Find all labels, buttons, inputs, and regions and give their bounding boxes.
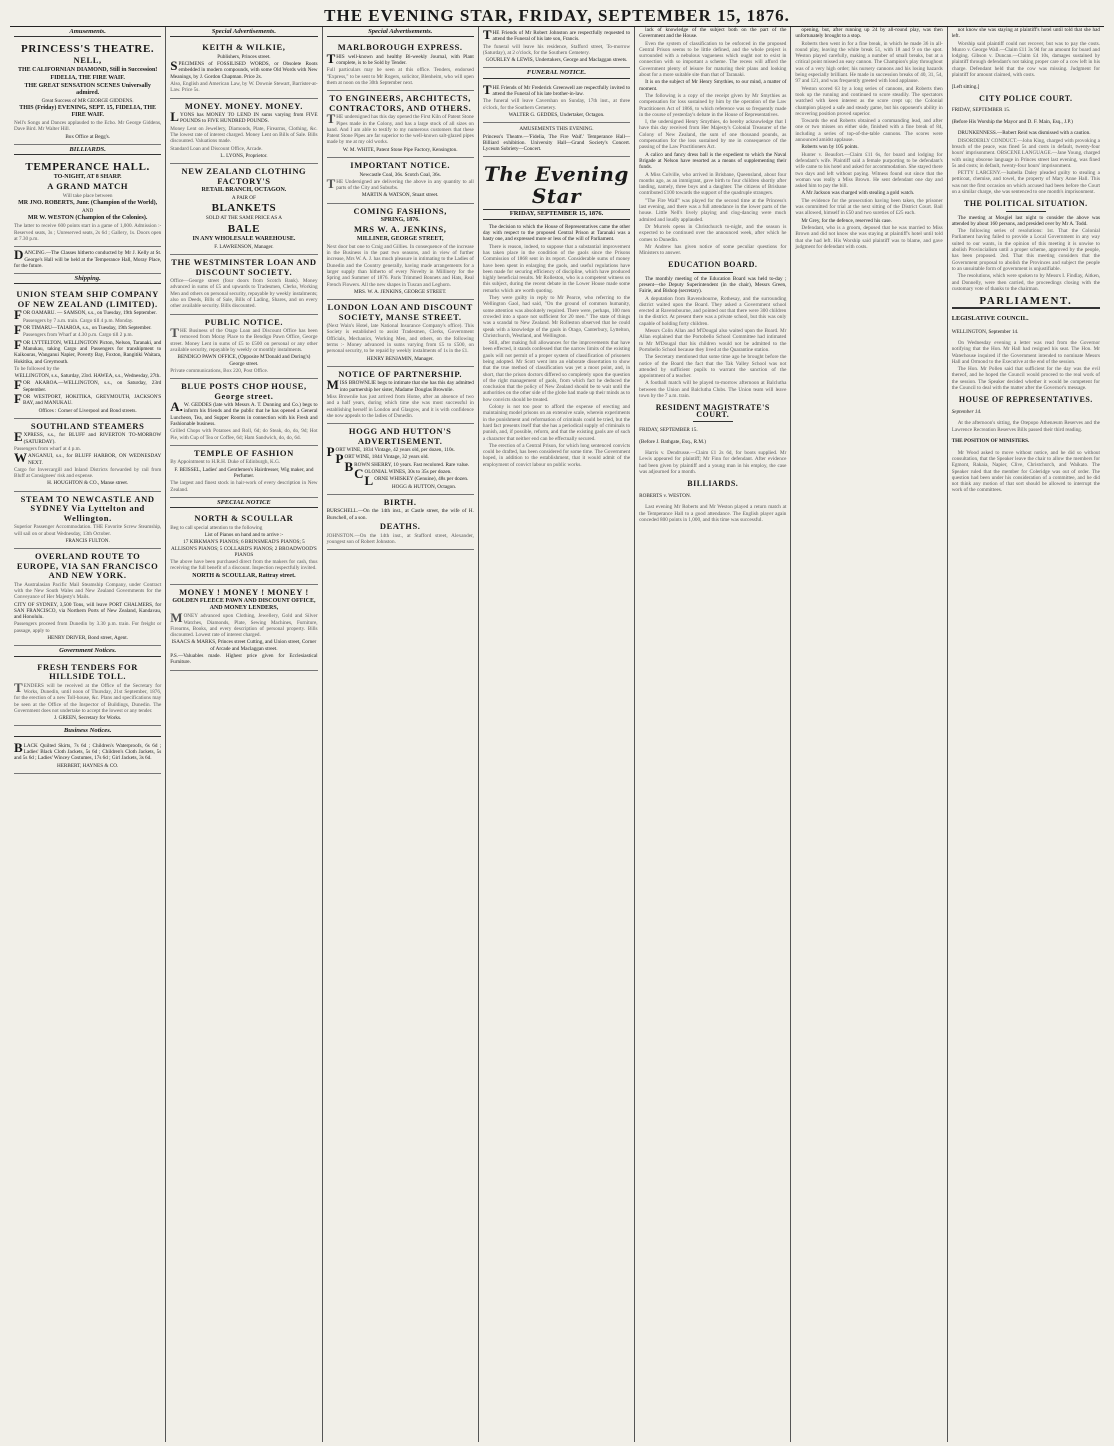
article-paragraph: It is on the subject of Mr Henry Smythies, to our mind, a matter of moment.	[639, 79, 787, 92]
ad-text: P.S.—Valuables made. Highest price given for Ecclesiastical Furniture.	[170, 653, 318, 666]
princess-theatre-ad: PRINCESS'S THEATRE. NELL, THE CALIFORNIAN DIAMOND, Still in Succession! FIDELIA, THE FIRE WAIF. THE GREAT SENSATION SCENES Universally admired. Great Success of MR GEORGE GIDDENS. THIS (Friday) EVENING, SEPT. 15, FIDELIA, THE FIRE WAIF. Nell's Songs and Dances applauded to the Echo. Mr George Giddens, Dave Bird. Mr Walter Hill. Box Office at Begg's.	[14, 40, 161, 145]
ad-line: MR W. WESTON (Champion of the Colonies).	[27, 215, 148, 222]
southland-ad: SOUTHLAND STEAMERS EXPRESS, s.s., for BLUFF and RIVERTON TO-MORROW (SATURDAY). Passengers from wharf at 4 p.m. WANGANUI, s.s., for BLUFF HARBOR, ON WEDNESDAY NEXT. Cargo for Invercargill and Inland Districts forwarded by rail from Bluff at Consignees' risk and expense. H. HOUGHTON & CO., Manse street.	[14, 419, 161, 492]
leader-paragraph: The decision to which the House of Representatives came the other day with respect to the proposed Central Prison at Taranaki was a hasty one, and expressed more or less of the will of Parliament.	[482, 223, 631, 243]
ad-line: AND	[82, 208, 94, 215]
ad-line: SOLD AT THE SAME PRICE AS A	[205, 215, 283, 222]
lyons-ad: MONEY. MONEY. MONEY. LYONS has MONEY TO LEND IN sums varying from FIVE POUNDS to FIVE HUNDRED POUNDS. Money Lent on Jewellery, Diamonds, Plate, Firearms, Clothing, &c. The lowest rate of interest charged. Money Lent on Bills of Sale. Bills discounted. Valuations made. Standard Loan and Discount Office, Arcade. L. LYONS, Proprietor.	[170, 99, 317, 165]
ad-title: THE WESTMINSTER LOAN AND DISCOUNT SOCIETY.	[171, 257, 317, 277]
ad-line: AMUSEMENTS THIS EVENING.	[519, 126, 594, 133]
ad-title: NEW ZEALAND CLOTHING FACTORY'S	[181, 166, 307, 186]
divider	[693, 272, 733, 273]
parliament-heading: PARLIAMENT.	[979, 295, 1073, 308]
ad-line: MRS. W. A. JENKINS, GEORGE STREET.	[353, 288, 447, 295]
ad-line: MR JNO. ROBERTS, Junr. (Champion of the World),	[18, 200, 158, 207]
section-business: Business Notices.	[14, 728, 161, 736]
resident-court-heading: RESIDENT MAGISTRATE'S COURT.	[655, 403, 770, 419]
ad-line: W. M. WHITE, Patent Stone Pipe Factory, Kensington.	[342, 146, 458, 153]
ad-line: THE CALIFORNIAN DIAMOND, Still in Succession!	[17, 66, 158, 73]
ministers-heading: THE POSITION OF MINISTERS.	[951, 438, 1030, 445]
masthead-title: THE EVENING STAR, FRIDAY, SEPTEMBER 15, 1876.	[324, 6, 790, 25]
leg-date: WELLINGTON, September 14.	[951, 328, 1019, 335]
ad-text: CITY OF SYDNEY, 3,500 Tons, will leave PORT CHALMERS, for SAN FRANCISCO, via Northern Ports of New Zealand, Kandavau, and Honolulu.	[14, 601, 162, 621]
tenders-ad: FRESH TENDERS FOR HILLSIDE TOLL. TENDERS will be received at the Office of the Secretary for Works, Dunedin, until noon of Thursday, 21st September, 1876, for the erection of a new Toll-house, &c. Plans and specifications may be seen at the Office of the Inspector of Buildings, Dunedin. The Government does not undertake to accept the lowest or any tender. J. GREEN, Secretary for Works.	[14, 660, 161, 727]
keith-wilkie-ad: KEITH & WILKIE, Publishers, Princes street. SPECIMENS of FOSSILISED WORDS, or Obsolete Roots embedded in modern compounds, with some Old Words with New Meanings, by J. Gordon Chapman. Price 2s. Also, English and American Law, by W. Downie Stewart, Barrister-at-Law. Price 5s.	[170, 40, 317, 98]
left-sitting: [Left sitting.]	[951, 83, 980, 90]
section-amusements: Amusements.	[14, 29, 161, 37]
divider	[693, 421, 733, 422]
ad-line: A PAIR OF	[231, 195, 256, 202]
section-special: Special Advertisements.	[170, 29, 317, 37]
ad-text: PORT WINE, 1844 Vintage, 32 years old.	[335, 451, 429, 467]
ad-text: DANCING.—The Classes hitherto conducted by Mr J. Kelly at St. George's Hall will be held at the Temperance Hall, Moray Place, for the future.	[14, 247, 162, 269]
column-1	[10, 27, 166, 1442]
section-billiards: BILLIARDS.	[14, 147, 161, 155]
important-notice-ad: IMPORTANT NOTICE. Newcastle Coal, 36s. Scotch Coal, 36s. THE Undersigned are delivering the above in any quantity to all parts of the City and Suburbs. MARTIN & WATSON, Stuart street.	[327, 158, 474, 204]
ad-line: F. LAWRENSON, Manager.	[214, 243, 274, 250]
ad-text: THIS well-known and healthy Bi-weekly Journal, with Plant complete, is to be Sold by Tender.	[326, 50, 474, 67]
court-date: FRIDAY, SEPTEMBER 15.	[951, 107, 1011, 114]
article-paragraph: Roberts won by 105 points.	[801, 144, 859, 151]
ad-line: ISAACS & MARKS, Princes street Cutting, and Union street, Corner of Arcade and Maclaggan street.	[171, 639, 317, 652]
article-paragraph: opening, but, after running up 24 by all-round play, was then unfortunately brought to a stop.	[795, 27, 943, 40]
temperance-ad: TEMPERANCE HALL. TO-NIGHT, AT 8 SHARP. A GRAND MATCH Will take place between MR JNO. ROBERTS, Junr. (Champion of the World), AND MR W. WESTON (Champion of the Colonies). The latter to receive 600 points start in a game of 1,000. Admission :- Reserved seats, 3s ; Unreserved seats, 2s 6d ; Gallery, 1s. Doors open at 7.30 p.m.	[14, 158, 161, 247]
column-6: opening, but, after running up 24 by all-round play, was then unfortunately brought to a stop. Roberts then went in for a fine break, in which he made 36 in all-round play, leaving the white break 51, with 18 and 9 on the spot. Weston played carefully, making a number of small breaks, but at a critical point missed an easy cannon. The Champion's play throughout was of a very high order; his nursery cannons and his losing hazards being especially brilliant. He made in succession breaks of 40, 31, 54, 97 and 121, and was frequently greeted with loud applause. Weston scored 63 by a long series of cannons, and Roberts then took up the running and continued to score steadily. The spectators watched with keen interest as the score crept up; the Colonial champion played a safe and steady game, but his opponent's ability in recovering position proved superior. Towards the end Roberts obtained a commanding lead, and after one or two misses on either side, finished with a fine break of 84, including a series of top-of-the-table cannons. The scores were announced amidst applause. Roberts won by 105 points. Hunter v. Beaufort.—Claim £11 6s, for board and lodging for defendant's wife. Plaintiff said a female purporting to be defendant's wife came to his hotel and asked for accommodation. She stayed there two days and left without paying. Witness found out since that the woman was really a Miss Brown. He sent defendant one day and asked him to pay the bill. A Mr Jackson was charged with stealing a gold watch. The evidence for the prosecution having been taken, the prisoner was committed for trial at the next sitting of the District Court. Bail was allowed, himself in £50 and two sureties of £25 each. Mr Grey, for the defence, reserved his case. Defendant, who is a groom, deposed that he was married to Miss Brown and did not know she was staying at plaintiff's hotel until told that she had left. His Worship said plaintiff was to blame, and gave judgment for defendant with costs.	[791, 27, 947, 1442]
court-before: (Before His Worship the Mayor and D. F. Main, Esq., J.P.)	[951, 118, 1073, 125]
ad-line: L. LYONS, Proprietor.	[220, 152, 268, 159]
ad-text: FOR LYTTELTON, WELLINGTON Picton, Nelson, Taranaki, and Manukau, taking Cargo and Passengers for transhipment to Kaikouras, Wanganui Napier, Poverty Bay, Foxton, Rangitiki Waitara, Hokitika, and Greymouth.	[14, 336, 162, 365]
ad-text: THE Friends of Mr Robert Johnston are respectfully requested to attend the Funeral of his late son, Francis.	[482, 27, 631, 43]
ad-line: 17 KIRKMAN'S PIANOS; 6 BRINSMEAD'S PIANOS; 5 ALLISON'S PIANOS; 5 COLLARD'S PIANOS; 2 BROADWOOD'S PIANOS	[171, 539, 317, 558]
ad-line: F. BEISSEL, Ladies' and Gentlemen's Hairdresser, Wig maker, and Perfumer.	[174, 466, 314, 479]
blue-posts-ad: BLUE POSTS CHOP HOUSE, George street. A.W. GEDDES (late with Messrs A. T. Dunning and Co.) begs to inform his friends and the public that he has opened a General Luncheon, Tea, and Supper Rooms in connection with his Fresh and Fashionable business. Grilled Chops with Potatoes and Roll, 6d; do Steak, do, do, 9d; Hot Pie, with Cup of Tea or Coffee, 6d; Ham Sandwich, do, do, 6d.	[170, 379, 317, 446]
hogg-hutton-ad	[327, 424, 474, 495]
ad-line: J. GREEN, Secretary for Works.	[53, 715, 122, 722]
ad-line: WALTER G. GEDDES, Undertaker, Octagon.	[508, 111, 605, 118]
ad-line: Box Office at Begg's.	[65, 133, 110, 140]
ad-text: MISS BROWNLIE begs to intimate that she has this day admitted into partnership her sister, Madame Douglas Brownlie.	[326, 377, 474, 393]
column-5: lack of knowledge of the subject both on the part of the Government and the House. Even the system of classification to be enforced in the proposed Central Prison seems to be little defined, and the whole project is surrounded with a nebulous vagueness which ought not to exist in connection with so important a scheme. The recess will afford the Government plenty of leisure for maturing their plans and looking about for a more suitable site than that of Taranaki. It is on the subject of Mr Henry Smythies, to our mind, a matter of moment. The following is a copy of the receipt given by Mr Smythies as compensation for loss sustained by him by the operation of the Law Practitioners Act of 1866, to which reference was so frequently made in the course of yesterday's debate in the House of Representatives. I, the undersigned Henry Smythies, do hereby acknowledge that I have this day received from Her Majesty's Colonial Treasurer of the Colony of New Zealand, the sum of one thousand pounds, as compensation for the loss sustained by me in consequence of the passing of the Law Practitioners Act. A calico and fancy dress ball is the expedient to which the Naval Brigade at Nelson have resorted as a means of supplementing their funds. A Miss Colville, who arrived in Brisbane, Queensland, about four months ago, as an immigrant, gave birth to four children shortly after landing, namely, three boys and a daughter. The citizens of Brisbane contributed £100 towards the support of the quadruple strangers. "The Fire Waif" was played for the second time at the Princess's last evening, and there was a full attendance in the lower parts of the house. Little Nell's lively playing and clog-dancing were much admired and loudly applauded. Dr Murrels opens in Christchurch to-night, and the season is expected to be continued over the announced week, after which he comes to Dunedin. Mr Andrew has given notice of some peculiar questions for Ministers to answer. EDUCATION BOARD. The monthly meeting of the Education Board was held to-day ; present—the Deputy Superintendent (in the chair), Messrs Green, Fairie, and Bishop (secretary). A deputation from Ravensbourne, Rothesay, and the surrounding district waited upon the Board. They asked a Government school erected at Ravensbourne, and pointed out that there were 300 children in the district. At present there was a private school, but this was only capable of holding forty children. Messrs Colin Allan and M'Dougal also waited upon the Board. Mr Allan explained that the Portobello School Committee had intimated to Mr M'Dougal that his children would not be admitted to the Portobello School because they lived at the Quarantine station. The Secretary mentioned that some time ago he brought before the notice of the Board the fact that the Tak Valley School was not attended by sufficient pupils to warrant the sanction of the appointment of a teacher. A football match will be played to-morrow afternoon at Balclutha between the Union and Balclutha Clubs. The Union team will leave town by the 7 a.m. train. RESIDENT MAGISTRATE'S COURT. FRIDAY, SEPTEMBER 15. (Before J. Bathgate, Esq., R.M.) Harris v. Dendrusse.—Claim £1 2s 6d, for boots supplied. Mr Lewis appeared for plaintiff; Mr Finn for defendant. After evidence had been given by plaintiff and a young man in his employ, the case was adjourned for a month. BILLIARDS. ROBERTS v. WESTON. Last evening Mr Roberts and Mr Weston played a return match at the Temperance Hall to a good attendance. The English player again conceded 800 points in 1,000, and this time was successful.	[635, 27, 791, 1442]
fashions-ad: COMING FASHIONS, SPRING, 1876. MRS W. A. JENKINS, MILLINER, GEORGE STREET, Next door but one to Craig and Gillies. In consequence of the increase in the Business in the past two seasons, and in view of further increase, Mrs W. A. J. has much pleasure in intimating to the Ladies of Dunedin and the Country generally, having made arrangements for a larger supply than hitherto of every Novelty in Millinery for the Spring and Summer of 1876. Paris Trimmed Bonnets and Hats, Real French Flowers. All the new shapes in Tuscan and Leghorn. MRS. W. A. JENKINS, GEORGE STREET.	[327, 204, 474, 300]
divider	[1006, 211, 1046, 212]
ad-title: OVERLAND ROUTE TO EUROPE, VIA SAN FRANCISCO AND NEW YORK.	[16, 551, 159, 581]
ad-text: Princess's Theatre.—'Fidelia, The Fire Waif.' Temperance Hall—Billiard exhibition. University Hall—Grand Society's Concert. Lyceum Sobriety—Concert.	[482, 133, 631, 153]
golden-fleece-ad: MONEY ! MONEY ! MONEY ! GOLDEN FLEECE PAWN AND DISCOUNT OFFICE, AND MONEY LENDERS, MONEY advanced upon Clothing, Jewellery, Gold and Silver Watches, Diamonds, Plate, Sewing Machines, Furniture, Firearms, Books, and every description of personal property. Bills discounted. Lowest rate of interest charged. ISAACS & MARKS, Princes street Cutting, and Union street, Corner of Arcade and Maclaggan street. P.S.—Valuables made. Highest price given for Ecclesiastical Furniture.	[170, 585, 317, 671]
ad-line: IN ANY WHOLESALE WAREHOUSE.	[192, 235, 296, 242]
ad-title: DEATHS.	[379, 521, 421, 532]
ad-line: Great Success of MR GEORGE GIDDENS.	[41, 97, 134, 104]
ad-title: MONEY. MONEY. MONEY.	[184, 100, 303, 111]
ad-heading: BALE	[227, 222, 261, 235]
ad-text: COLONIAL WINES, 30s to 35s per dozen.	[354, 466, 452, 482]
temple-fashion-ad: TEMPLE OF FASHION By Appointment to H.R.H. Duke of Edinburgh, K.G. F. BEISSEL, Ladies' and Gentlemen's Hairdresser, Wig maker, and Perfumer. The largest and finest stock in hair-work of every description in New Zealand.	[170, 446, 317, 498]
ad-line: Publishers, Princes street.	[217, 53, 271, 60]
ad-title: PRINCESS'S THEATRE.	[21, 43, 155, 56]
ad-line: MARTIN & WATSON, Stuart street.	[361, 192, 439, 199]
section-shipping: Shipping.	[14, 276, 161, 284]
section-government: Government Notices.	[14, 648, 161, 656]
partnership-ad: NOTICE OF PARTNERSHIP. MISS BROWNLIE begs to intimate that she has this day admitted into partnership her sister, Madame Douglas Brownlie. Miss Brownlie has just arrived from Home, after an absence of two and a half years, during which time she was most successful in establishing herself in London and Glasgow, and it is with confidence she now appeals to the ladies of Dunedin.	[327, 367, 474, 424]
overland-ad: OVERLAND ROUTE TO EUROPE, VIA SAN FRANCISCO AND NEW YORK. The Australasian Pacific Mail Steamship Company, under Contract with the New South Wales and New Zealand Governments for the Conveyance of Her Majesty's Mails. CITY OF SYDNEY, 3,500 Tons, will leave PORT CHALMERS, for SAN FRANCISCO, via Northern Ports of New Zealand, Kandavau, and Honolulu. Passengers proceed from Dunedin by 3.30 p.m. train. For freight or passage, apply to HENRY DRIVER, Bond street, Agent.	[14, 549, 161, 646]
ad-title: KEITH & WILKIE,	[202, 42, 286, 53]
article-paragraph: not know she was staying at plaintiff's hotel until told that she had left.	[951, 27, 1100, 40]
section-special-notice: SPECIAL NOTICE	[170, 500, 317, 508]
column-4: THE Friends of Mr Robert Johnston are respectfully requested to attend the Funeral of his late son, Francis. The funeral will leave his residence, Stafford street, To-morrow (Saturday), at 2 o'clock, for the Southern Cemetery. GOURLEY & LEWIS, Undertakers, George and Maclaggan streets. FUNERAL NOTICE. THE Friends of Mr Frederick Greenwell are respectfully invited to attend the Funeral of his late brother-in-law. The funeral will leave Cavershan on Sunday, 17th inst., at three o'clock, for the Southern Cemetery. WALTER G. GEDDES, Undertaker, Octagon. AMUSEMENTS THIS EVENING. Princess's Theatre.—'Fidelia, The Fire Waif.' Temperance Hall—Billiard exhibition. University Hall—Grand Society's Concert. Lyceum Sobriety—Concert. The Evening Star FRIDAY, SEPTEMBER 15, 1876. The decision to which the House of Representatives came the other day with respect to the proposed Central Prison at Taranaki was a hasty one, and expressed more or less of the will of Parliament. There is reason, indeed, to suppose that a substantial improvement has taken place in the condition of the gaols since the Prisons Commission of 1868 sent in its report. Considerable sums of money have been spent in enlarging the gaols, and useful regulations have been made for securing efficiency of discipline, which have produced highly beneficial results. Mr Rolleston, who is a competent witness on this subject, during the recent debate in the Lower House made some remarks which are worth quoting. They were guilty in reply to Mr Pearce, who referring to the Wellington Gaol, had said, "On the ground of common humanity, some attention was absolutely required. There were, perhaps, 100 men crowded into a space not sufficient for 20 men." The state of things was a scandal to New Zealand. Mr Rolleston observed that he could speak with a knowledge of the gaols in Otago, Canterbury, Lyttelton, Christchurch, Westland, and Wellington. Still, after making full allowances for the improvements that have been effected, it stands confessed that the narrow limits of the existing gaols will not permit of a proper system of classification of prisoners being adopted. Mr Scott went into an elaborate dissertation to show that the true method of classification was yet a moot point, and, in short, that the prison doctors differed so completely upon the question of the right management of gaols, from which fact he deduced the conclusion that the policy of New Zealand should be to wait until the authorities on the other side of the globe had made up their minds as to how convicts should be treated. Colony is not too poor to afford the expense of erecting and maintaining model prisons on an extensive scale, wherein experiments in the punishment and reformation of criminals could be tried, but the hard fact presents itself that she has a periodical supply of criminals to punish, and, if possible, reform, and that the existing gaols are of such a character that neither end can be effectually secured. The erection of a Central Prison, for which long sentenced convicts could be drafted, has been considered for some time. The Government hoped, in addition to the establishment, that it would admit of the employment of convict labour on public works.	[479, 27, 635, 1442]
ad-line: TO-NIGHT, AT 8 SHARP.	[53, 174, 122, 181]
ad-text: BLACK Quilted Skirts, 7s 6d ; Children's Waterproofs, 6s 6d ; Ladies' Black Cloth Jackets, 5s 6d ; Children's Cloth Jackets, 5s and 5s 6d ; Ladies' Wincey Costumes, 17s 6d ; Girl Jackets, 3s 6d.	[14, 739, 162, 762]
ad-text: FOR AKAROA.—WELLINGTON, s.s., on Saturday, 23rd September.	[14, 377, 162, 393]
ad-text: WANGANUI, s.s., for BLUFF HARBOR, ON WEDNESDAY NEXT.	[14, 450, 162, 466]
columns	[10, 27, 1104, 1442]
funeral-johnston: THE Friends of Mr Robert Johnston are respectfully requested to attend the Funeral of his late son, Francis. The funeral will leave his residence, Stafford street, To-morrow (Saturday), at 2 o'clock, for the Southern Cemetery. GOURLEY & LEWIS, Undertakers, George and Maclaggan streets.	[483, 27, 630, 68]
article-paragraph: Mr Grey, for the defence, reserved his case.	[801, 217, 892, 224]
ad-title: PUBLIC NOTICE.	[204, 316, 284, 327]
ad-line: FRANCIS FULTON.	[65, 537, 110, 544]
ad-line: GOURLEY & LEWIS, Undertakers, George and Maclaggan streets.	[485, 57, 628, 64]
ad-line: GOLDEN FLEECE PAWN AND DISCOUNT OFFICE, AND MONEY LENDERS,	[172, 598, 316, 612]
black-skirts-ad	[14, 740, 161, 774]
ad-title: FRESH TENDERS FOR HILLSIDE TOLL.	[37, 661, 138, 682]
ad-text: FOR WESTPORT, HOKITIKA, GREYMOUTH, JACKSON'S BAY, and MANUKAU.	[14, 391, 162, 407]
education-board-heading: EDUCATION BOARD.	[668, 260, 758, 270]
ad-line: List of Pianos on hand and to arrive :-	[204, 531, 284, 538]
ad-text: BROWN SHERRY, 10 years. Fast recolored. Rare value.	[344, 458, 470, 474]
article-paragraph: lack of knowledge of the subject both on the part of the Government and the House.	[639, 27, 787, 40]
newcastle-ad: STEAM TO NEWCASTLE AND SYDNEY Via Lyttelton and Wellington. Superior Passenger Accommodation. THE Favorite Screw Steamship, will sail on or about Wednesday, 13th October. FRANCIS FULTON.	[14, 492, 161, 549]
column-3	[323, 27, 479, 1442]
dancing-ad	[14, 247, 161, 274]
ad-text: EXPRESS, s.s., for BLUFF and RIVERTON TO-MORROW (SATURDAY).	[14, 429, 162, 445]
ad-line: HERBERT, HAYNES & CO.	[57, 762, 119, 769]
ad-line: Newcastle Coal, 36s. Scotch Coal, 36s.	[359, 171, 441, 178]
ad-title: UNION STEAM SHIP COMPANY OF NEW ZEALAND (LIMITED).	[16, 289, 159, 309]
city-police-heading: CITY POLICE COURT.	[979, 93, 1073, 103]
evening-star-nameplate	[483, 163, 630, 219]
ad-title: BIRTH.	[383, 496, 417, 507]
ad-text: THE Friends of Mr Frederick Greenwell are respectfully invited to attend the Funeral of his late brother-in-law.	[482, 81, 631, 98]
westminster-ad: THE WESTMINSTER LOAN AND DISCOUNT SOCIETY. Office—George street (four doors from Scotch Bank). Money advanced in sums of £5 and upwards to Tradesmen, Clerks, Working Men and others on personal security, repayable by weekly instalments; also on Deeds, Bills of Sale, Bills of Lading, Shares, and on every other available security. Bills discounted.	[170, 255, 317, 314]
evening-star-logo: The Evening Star	[484, 162, 629, 209]
ad-heading: A GRAND MATCH	[47, 181, 129, 192]
north-scoullar-ad: NORTH & SCOULLAR Beg to call special attention to the following List of Pianos on hand and to arrive :- 17 KIRKMAN'S PIANOS; 6 BRINSMEAD'S PIANOS; 5 ALLISON'S PIANOS; 5 COLLARD'S PIANOS; 2 BROADWOOD'S PIANOS The above have been purchased direct from the makers for cash, thus receiving the full benefit of a discount. Inspection respectfully invited. NORTH & SCOULLAR, Rattray street.	[170, 511, 317, 585]
section-funeral: FUNERAL NOTICE.	[483, 70, 630, 78]
ad-title: IMPORTANT NOTICE.	[350, 160, 451, 171]
double-rule	[952, 307, 1100, 309]
ad-text: FOR OAMARU. — SAMSON, s.s., on Tuesday, 19th September.	[14, 307, 157, 323]
house-heading: HOUSE OF REPRESENTATIVES.	[958, 395, 1093, 405]
column-7: not know she was staying at plaintiff's hotel until told that she had left. Worship said plaintiff could not recover, but was to pay the costs. Munro v. George Wall.—Claim £11 3s 9d for an amount for board and lodging. Gibson v. Duncan.—Claim £4 10s, damages sustained by plaintiff through defendant's not taking proper care of a cow left in his charge. Defendant held that the cow was missing. Judgment for plaintiff for amount claimed, with costs. [Left sitting.] CITY POLICE COURT. FRIDAY, SEPTEMBER 15. (Before His Worship the Mayor and D. F. Main, Esq., J.P.) DRUNKENNESS.—Robert Reid was dismissed with a caution. DISORDERLY CONDUCT.—John King, charged with provoking a breach of the peace, was fined 5s and costs in default, twenty-four hours' imprisonment. OBSCENE LANGUAGE.—Jane Young, charged with using obscene language in Princes street last evening, was fined 5s and costs; in default, twenty-four hours' imprisonment. PETTY LARCENY.—Isabella Daley pleaded guilty to stealing a petticoat, chemise, and towel, the property of Mary Anne Hall. This was not the first occasion on which accused had been before the Court on a similar charge, she was sentenced to one month's imprisonment. THE POLITICAL SITUATION. The meeting at Mosgiel last night to consider the above was attended by about 160 persons, and presided over by Mr A. Todd. The following series of resolutions: 1st. That the Colonial Parliament having failed to provide a Local Government in any way suited to our wants, in the opinion of this meeting it is unwise to abolish Provincialism until a proper scheme, approved by the people, has been proposed. 2nd. That this meeting considers that the Government proposal to abolish the Provinces and subject the people to an unsuitable form of government is unjustifiable. The resolutions, which were spoken to by Messrs I. Findlay, Aitken, and Donnelly, were then carried, the proceedings closing with the customary vote of thanks to the chairman. PARLIAMENT. LEGISLATIVE COUNCIL. WELLINGTON, September 14. On Wednesday evening a letter was read from the Governor notifying that the Hon. Mr Hall had resigned his seat. The Hon. Mr Waterhouse inquired if the Government intended to nominate Messrs Hall and Ormond to the Executive at the end of the session. The Hon. Mr Pollen said that sufficient for the day was the evil thereof, and he hoped the Council would proceed to the real work of the session. The Speaker decided whether it would be competent for the Council to deal with the matter after the Governor's message. HOUSE OF REPRESENTATIVES. September 14. At the afternoon's sitting, the Otepopo Athenæum Reserves and the Lawrence Recreation Reserves Bills passed their third reading. THE POSITION OF MINISTERS. Mr Wood asked to move without notice, and he did so without consultation, that the Speaker leave the chair to allow the members for Egmont, Rakaia, Napier, Clive, Christchurch, and Waikato. The Speaker ruled that the member for Coleridge was out of order. The question had been under his consideration of a committee, and he did not think any motion of that sort should be allowed to interrupt the work of the committees.	[951, 27, 1100, 494]
article-paragraph: A Mr Jackson was charged with stealing a gold watch.	[801, 190, 915, 197]
ad-text: LORNE WHISKEY (Genuine), 48s per dozen.	[364, 473, 469, 489]
births-deaths: BIRTH. BURSCHELL.—On the 14th inst., at Castle street, the wife of H. Burschell, of a son. DEATHS. JOHNSTON.—On the 14th inst., at Stafford street, Alexander, youngest son of Robert Johnston.	[327, 495, 474, 550]
ad-text: SPECIMENS of FOSSILISED WORDS, or Obsolete Roots embedded in modern compounds, with some Old Words with New Meanings, by J. Gordon Chapman. Price 2s.	[170, 58, 318, 80]
nz-clothing-ad	[170, 164, 317, 255]
article-paragraph: DRUNKENNESS.—Robert Reid was dismissed with a caution.	[957, 130, 1091, 137]
ad-line: RETAIL BRANCH, OCTAGON.	[201, 187, 287, 194]
ad-line: BENDIGO PAWN OFFICE, (Opposite M'Donald and Doring's) George street.	[177, 354, 311, 367]
ad-title: MARLBOROUGH EXPRESS.	[337, 42, 463, 53]
ad-title: NORTH & SCOULLAR	[194, 513, 294, 524]
nameplate-date: FRIDAY, SEPTEMBER 15, 1876.	[483, 209, 630, 219]
ad-title: BLUE POSTS CHOP HOUSE, George street.	[181, 381, 307, 401]
union-ss-ad: UNION STEAM SHIP COMPANY OF NEW ZEALAND (LIMITED). FOR OAMARU. — SAMSON, s.s., on Tuesday, 19th September. Passengers by 7 a.m. train. Cargo till 4 p.m. Monday. FOR TIMARU—TAIAROA, s.s., on Tuesday, 19th September. Passengers from Wharf at 4.30 p.m. Cargo till 2 p.m. FOR LYTTELTON, WELLINGTON Picton, Nelson, Taranaki, and Manukau, taking Cargo and Passengers for transhipment to Kaikouras, Wanganui Napier, Poverty Bay, Foxton, Rangitiki Waitara, Hokitika, and Greymouth. To be followed by the WELLINGTON, s.s., Saturday, 23rd. HAWEA, s.s., Wednesday, 27th. FOR AKAROA.—WELLINGTON, s.s., on Saturday, 23rd September. FOR WESTPORT, HOKITIKA, GREYMOUTH, JACKSON'S BAY, and MANUKAU. Offices : Corner of Liverpool and Bond streets.	[14, 287, 161, 418]
political-heading: THE POLITICAL SITUATION.	[963, 199, 1088, 209]
ad-title: STEAM TO NEWCASTLE AND SYDNEY Via Lyttelton and Wellington.	[20, 493, 155, 523]
ad-line: FIDELIA, THE FIRE WAIF.	[50, 74, 125, 81]
ad-line: THIS (Friday) EVENING, SEPT. 15, FIDELIA, THE FIRE WAIF.	[19, 105, 157, 119]
funeral-greenwell: THE Friends of Mr Frederick Greenwell are respectfully invited to attend the Funeral of his late brother-in-law. The funeral will leave Cavershan on Sunday, 17th inst., at three o'clock, for the Southern Cemetery. WALTER G. GEDDES, Undertaker, Octagon.	[483, 82, 630, 123]
ad-text: FOR TIMARU—TAIAROA, s.s., on Tuesday, 19th September.	[14, 322, 152, 338]
amusements-evening	[483, 123, 630, 157]
billiards-sub: ROBERTS v. WESTON.	[639, 492, 692, 499]
masthead	[10, 6, 1104, 27]
court-before: (Before J. Bathgate, Esq., R.M.)	[639, 438, 706, 445]
ad-text: LYONS has MONEY TO LEND IN sums varying from FIVE POUNDS to FIVE HUNDRED POUNDS.	[170, 109, 318, 125]
legislative-heading: LEGISLATIVE COUNCIL.	[951, 314, 1029, 322]
ad-text: PORT WINE, 1834 Vintage, 42 years old, per dozen, 110s.	[326, 444, 455, 460]
billiards-heading: BILLIARDS.	[687, 479, 739, 489]
ad-title: TEMPERANCE HALL.	[25, 161, 150, 174]
ad-line: HENRY BENJAMIN, Manager.	[366, 355, 434, 362]
ad-title: LONDON LOAN AND DISCOUNT SOCIETY, MANSE STREET.	[327, 302, 473, 322]
ad-heading: NELL,	[73, 55, 102, 66]
marlborough-ad: MARLBOROUGH EXPRESS. THIS well-known and healthy Bi-weekly Journal, with Plant complete, is to be Sold by Tender. Full particulars may be seen at this office. Tenders, endorsed "Express," to be sent to Mr Rogers, solicitor, Blenheim, who will open them at noon on the 30th September next.	[327, 40, 474, 91]
ad-line: MILLINER, GEORGE STREET,	[356, 235, 444, 242]
ad-line: NORTH & SCOULLAR, Rattray street.	[192, 572, 296, 579]
ad-text: BURSCHELL.—On the 14th inst., at Castle street, the wife of H. Burschell, of a son.	[326, 508, 474, 521]
ad-title: TEMPLE OF FASHION	[193, 447, 294, 458]
london-loan-ad: LONDON LOAN AND DISCOUNT SOCIETY, MANSE STREET. (Next Wain's Hotel, late National Insurance Company's office). This Society is established to assist Tradesmen, Clerks, Government Officials, Mechanics, Working Men, and others, on the following terms :- Money advanced in sums varying from £5 to £500, on personal security, to be repaid by weekly instalments of 1s in the £1. HENRY BENJAMIN, Manager.	[327, 300, 474, 367]
section-special-3: Special Advertisements.	[327, 29, 474, 37]
ad-line: Offices : Corner of Liverpool and Bond streets.	[38, 407, 137, 414]
column-2	[166, 27, 322, 1442]
ad-line: HOGG & HUTTON, Octagon.	[391, 483, 457, 490]
ad-title: NOTICE OF PARTNERSHIP.	[338, 368, 463, 379]
ad-title: MONEY ! MONEY ! MONEY !	[179, 586, 309, 597]
house-date: September 14.	[951, 408, 982, 415]
article-paragraph: A calico and fancy dress ball is the expedient to which the Naval Brigade at Nelson have resorted as a means of supplementing their funds.	[639, 151, 787, 171]
ad-line: THE GREAT SENSATION SCENES Universally admired.	[24, 82, 151, 96]
ad-text: A.W. GEDDES (late with Messrs A. T. Dunning and Co.) begs to inform his friends and the public that he has opened a General Luncheon, Tea, and Supper Rooms in connection with his Fresh and Fashionable business.	[170, 399, 318, 427]
public-notice-ad: PUBLIC NOTICE. THE Business of the Otago Loan and Discount Office has been removed from Moray Place to the Bendigo Pawn Office, George street. Money Lent in sums of £5 to £500 on personal or any other available security, repayable by weekly or monthly instalments. BENDIGO PAWN OFFICE, (Opposite M'Donald and Doring's) George street. Private communications, Box 220, Post Office.	[170, 315, 317, 380]
ad-line: H. HOUGHTON & CO., Manse street.	[47, 480, 129, 487]
ad-title: COMING FASHIONS,	[353, 205, 447, 216]
ad-title: SOUTHLAND STEAMERS	[30, 420, 145, 431]
ad-heading: BLANKETS	[211, 202, 277, 215]
article-paragraph: The monthly meeting of the Education Board was held to-day ; present—the Deputy Superintendent (in the chair), Messrs Green, Fairie, and Bishop (secretary).	[639, 275, 787, 295]
ad-line: HENRY DRIVER, Bond street, Agent.	[47, 635, 128, 642]
engineers-ad: TO ENGINEERS, ARCHITECTS, CONTRACTORS, AND OTHERS. THE undersigned has this day opened the First Kiln of Patent Stone Pipes made in the Colony, and has a large stock of all sizes on hand. And I am able to testify to my numerous customers that these Patent Stone Pipes are far superior to the well-known salt-glazed pipes made by me at my old works. W. M. WHITE, Patent Stone Pipe Factory, Kensington.	[327, 91, 474, 158]
ad-heading: MRS W. A. JENKINS,	[353, 224, 447, 235]
ad-line: WELLINGTON, s.s., Saturday, 23rd. HAWEA, s.s., Wednesday, 27th.	[14, 373, 161, 380]
court-date: FRIDAY, SEPTEMBER 15.	[639, 427, 698, 434]
ad-title: HOGG AND HUTTON'S ADVERTISEMENT.	[348, 426, 452, 446]
ad-title: TO ENGINEERS, ARCHITECTS, CONTRACTORS, AND OTHERS.	[329, 93, 472, 113]
ad-line: SPRING, 1876.	[380, 217, 420, 224]
article-paragraph: The meeting at Mosgiel last night to consider the above was attended by about 160 persons, and presided over by Mr A. Todd.	[951, 214, 1100, 227]
